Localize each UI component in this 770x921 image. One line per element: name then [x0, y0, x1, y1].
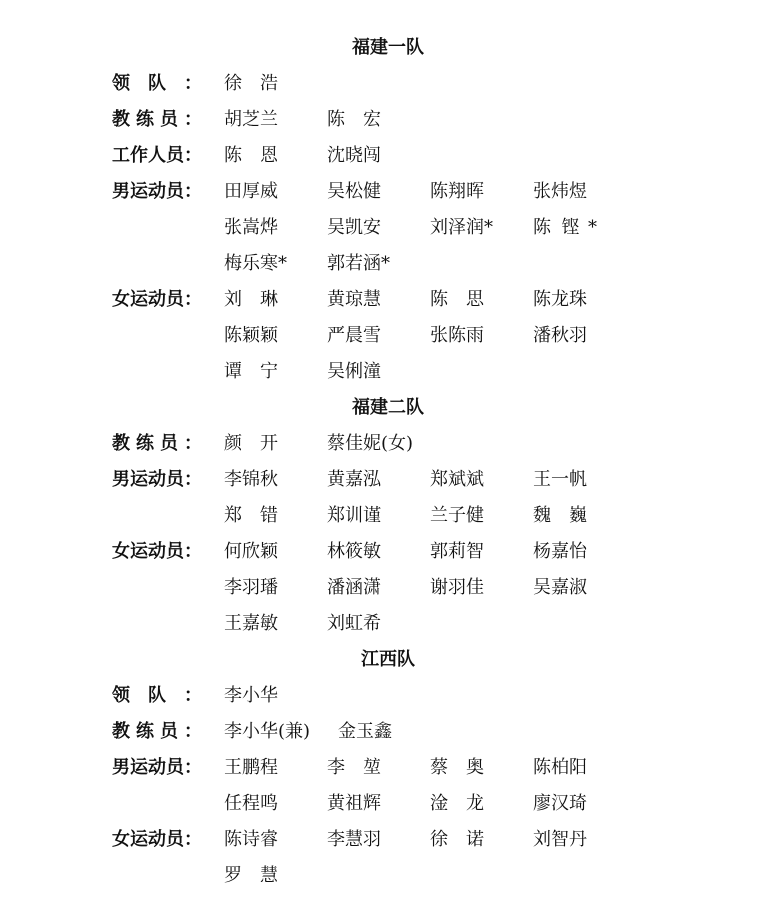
member-name: 陈柏阳 — [533, 757, 587, 778]
member-name: 魏 巍 — [533, 505, 587, 526]
member-name: 金玉鑫 — [338, 721, 392, 742]
member-name: 李慧羽 — [327, 829, 381, 850]
role-label: 教 练 员 ： — [112, 433, 202, 454]
member-name: 张陈雨 — [430, 325, 484, 346]
member-name: 吴俐潼 — [327, 361, 381, 382]
role-label: 男运动员： — [112, 181, 202, 202]
member-name: 李羽璠 — [224, 577, 278, 598]
member-name: 杨嘉怡 — [533, 541, 587, 562]
role-label: 领 队 ： — [112, 685, 202, 706]
member-name: 潘涵潇 — [327, 577, 381, 598]
member-name: 沈晓闯 — [327, 145, 381, 166]
member-name: 徐 浩 — [224, 73, 278, 94]
role-label: 女运动员： — [112, 541, 202, 562]
member-name: 刘智丹 — [533, 829, 587, 850]
member-name: 徐 诺 — [430, 829, 484, 850]
member-name: 王嘉敏 — [224, 613, 278, 634]
member-name: 刘 琳 — [224, 289, 278, 310]
member-name: 淦 龙 — [430, 793, 484, 814]
role-label: 男运动员： — [112, 469, 202, 490]
member-name: 吴松健 — [327, 181, 381, 202]
member-name: 何欣颖 — [224, 541, 278, 562]
member-name: 林筱敏 — [327, 541, 381, 562]
member-name: 胡芝兰 — [224, 109, 278, 130]
member-name: 蔡 奥 — [430, 757, 484, 778]
role-label: 领 队 ： — [112, 73, 202, 94]
member-name: 郑 错 — [224, 505, 278, 526]
role-label: 女运动员： — [112, 289, 202, 310]
team-title: 福建一队 — [352, 37, 424, 58]
member-name: 潘秋羽 — [533, 325, 587, 346]
member-name: 谢羽佳 — [430, 577, 484, 598]
member-name: 蔡佳妮(女) — [327, 433, 414, 454]
member-name: 王一帆 — [533, 469, 587, 490]
member-name: 刘泽润* — [430, 217, 493, 238]
role-label: 工作人员： — [112, 145, 202, 166]
member-name: 陈 思 — [430, 289, 484, 310]
member-name: 郭若涵* — [327, 253, 390, 274]
member-name: 陈 恩 — [224, 145, 278, 166]
role-label: 女运动员： — [112, 829, 202, 850]
member-name: 李锦秋 — [224, 469, 278, 490]
member-name: 罗 慧 — [224, 865, 278, 886]
team-title: 江西队 — [361, 649, 415, 670]
member-name: 王鹏程 — [224, 757, 278, 778]
member-name: 谭 宁 — [224, 361, 278, 382]
member-name: 黄祖辉 — [327, 793, 381, 814]
member-name: 郭莉智 — [430, 541, 484, 562]
member-name: 田厚威 — [224, 181, 278, 202]
member-name: 严晨雪 — [327, 325, 381, 346]
member-name: 张嵩烨 — [224, 217, 278, 238]
role-label: 男运动员： — [112, 757, 202, 778]
role-label: 教 练 员 ： — [112, 109, 202, 130]
member-name: 梅乐寒* — [224, 253, 287, 274]
member-name: 张炜煜 — [533, 181, 587, 202]
member-name: 陈颖颖 — [224, 325, 278, 346]
member-name: 兰子健 — [430, 505, 484, 526]
member-name: 郑斌斌 — [430, 469, 484, 490]
member-name: 颜 开 — [224, 433, 278, 454]
member-name: 陈翔晖 — [430, 181, 484, 202]
member-name: 任程鸣 — [224, 793, 278, 814]
member-name: 陈龙珠 — [533, 289, 587, 310]
member-name: 陈 宏 — [327, 109, 381, 130]
member-name: 黄嘉泓 — [327, 469, 381, 490]
member-name: 郑训谨 — [327, 505, 381, 526]
member-name: 李小华 — [224, 685, 278, 706]
member-name: 吴凯安 — [327, 217, 381, 238]
member-name: 吴嘉淑 — [533, 577, 587, 598]
member-name: 李小华(兼) — [224, 721, 311, 742]
role-label: 教 练 员 ： — [112, 721, 202, 742]
member-name: 陈 铿 * — [533, 217, 597, 238]
member-name: 李 堃 — [327, 757, 381, 778]
member-name: 黄琼慧 — [327, 289, 381, 310]
member-name: 刘虹希 — [327, 613, 381, 634]
team-title: 福建二队 — [352, 397, 424, 418]
member-name: 陈诗睿 — [224, 829, 278, 850]
member-name: 廖汉琦 — [533, 793, 587, 814]
